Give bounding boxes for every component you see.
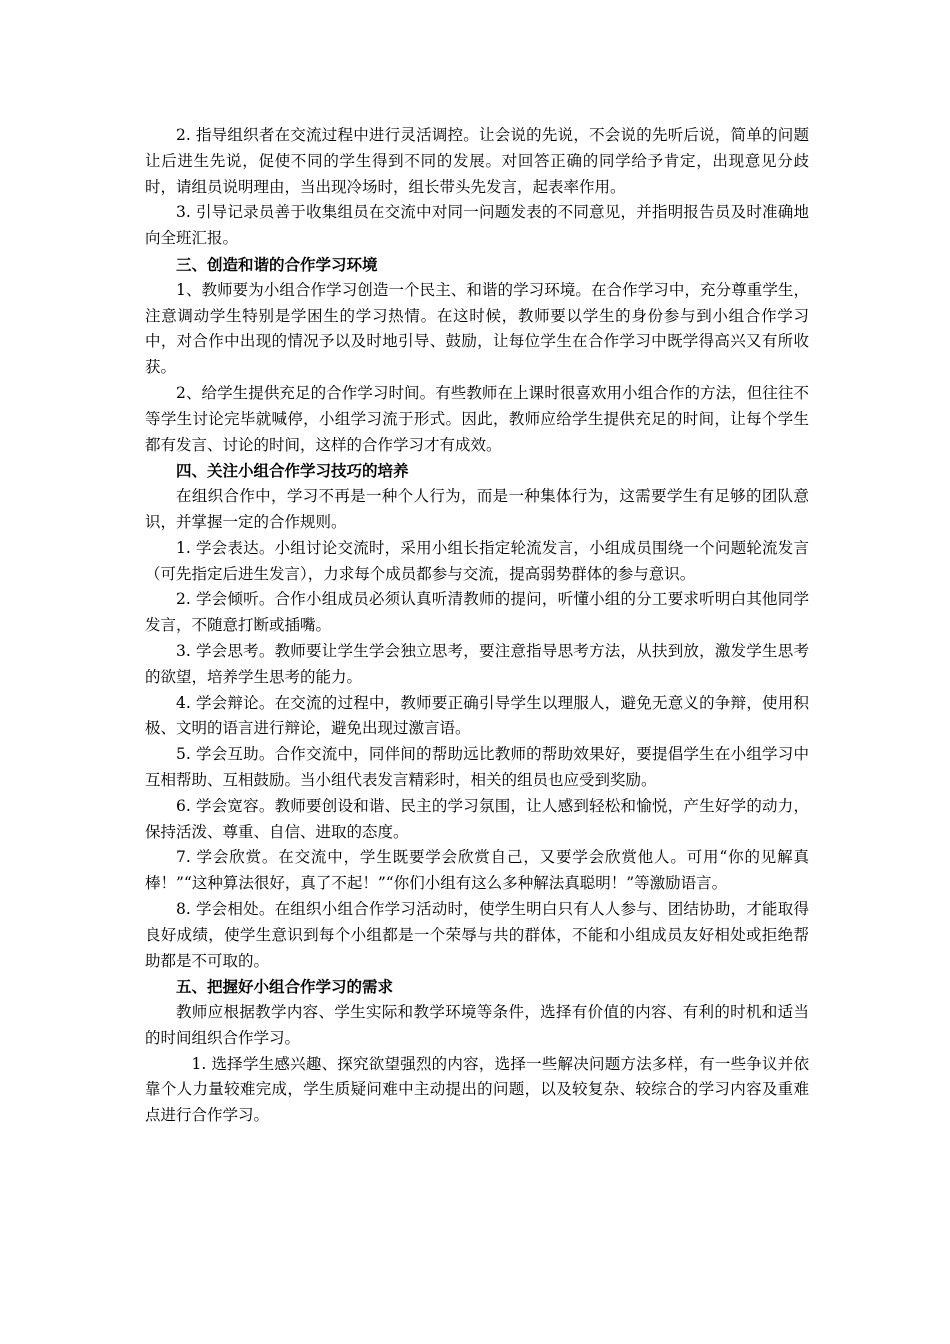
section-heading-4: 四、关注小组合作学习技巧的培养: [176, 461, 409, 481]
paragraph-skill-7: 7. 学会欣赏。在交流中，学生既要学会欣赏自己，又要学会欣赏他人。可用“你的见解真棒！”“这种算法很好，真了不起！”“你们小组有这么多种解法真聪明！”等激励语言。: [145, 848, 809, 893]
document-page: [145, 123, 809, 1129]
paragraph-skill-2: 2. 学会倾听。合作小组成员必须认真听清教师的提问，听懂小组的分工要求听明白其他同学发言，不随意打断或插嘴。: [145, 590, 809, 635]
section-heading-3: 三、创造和谐的合作学习环境: [176, 254, 378, 274]
paragraph-skill-5: 5. 学会互助。合作交流中，同伴间的帮助远比教师的帮助效果好，要提倡学生在小组学习中互相帮助、互相鼓励。当小组代表发言精彩时，相关的组员也应受到奖励。: [145, 745, 809, 789]
paragraph-needs-1: 1. 选择学生感兴趣、探究欲望强烈的内容，选择一些解决问题方法多样，有一些争议并依靠个人力量较难完成，学生质疑问难中主动提出的问题，以及较复杂、较综合的学习内容及重难点进行合作学习。: [145, 1054, 809, 1125]
paragraph-3-recorder: 3. 引导记录员善于收集组员在交流中对同一问题发表的不同意见，并指明报告员及时准确地向全班汇报。: [145, 203, 809, 248]
paragraph-skill-4: 4. 学会辩论。在交流的过程中，教师要正确引导学生以理服人，避免无意义的争辩，使用积极、文明的语言进行辩论，避免出现过激言语。: [145, 693, 809, 738]
paragraph-2-moderator: 2. 指导组织者在交流过程中进行灵活调控。让会说的先说，不会说的先听后说，简单的问题让后进生先说，促使不同的学生得到不同的发展。对回答正确的同学给予肯定，出现意见分歧时，请组员说明理由，当出现冷场时，组长带头先发言，起表率作用。: [145, 126, 809, 196]
paragraph-needs-intro: 教师应根据教学内容、学生实际和教学环境等条件，选择有价值的内容、有利的时机和适当的时间组织合作学习。: [145, 1003, 809, 1047]
section-heading-5: 五、把握好小组合作学习的需求: [176, 977, 394, 997]
paragraph-skills-intro: 在组织合作中，学习不再是一种个人行为，而是一种集体行为，这需要学生有足够的团队意识，并掌握一定的合作规则。: [145, 487, 809, 531]
paragraph-env-2: 2、给学生提供充足的合作学习时间。有些教师在上课时很喜欢用小组合作的方法，但往往不等学生讨论完毕就喊停，小组学习流于形式。因此，教师应给学生提供充足的时间，让每个学生都有发言、讨论的时间，这样的合作学习才有成效。: [145, 383, 809, 454]
paragraph-env-1: 1、教师要为小组合作学习创造一个民主、和谐的学习环境。在合作学习中，充分尊重学生，注意调动学生特别是学困生的学习热情。在这时候，教师要以学生的身份参与到小组合作学习中，对合作中出现的情况予以及时地引导、鼓励，让每位学生在合作学习中既学得高兴又有所收获。: [145, 280, 809, 377]
paragraph-skill-3: 3. 学会思考。教师要让学生学会独立思考，要注意指导思考方法，从扶到放，激发学生思考的欲望，培养学生思考的能力。: [145, 641, 809, 686]
paragraph-skill-8: 8. 学会相处。在组织小组合作学习活动时，使学生明白只有人人参与、团结协助，才能取得良好成绩，使学生意识到每个小组都是一个荣辱与共的群体，不能和小组成员友好相处或拒绝帮助都是不可取的。: [145, 899, 809, 970]
paragraph-skill-1: 1. 学会表达。小组讨论交流时，采用小组长指定轮流发言，小组成员围绕一个问题轮流发言（可先指定后进生发言），力求每个成员都参与交流，提高弱势群体的参与意识。: [145, 538, 809, 583]
paragraph-skill-6: 6. 学会宽容。教师要创设和谐、民主的学习氛围，让人感到轻松和愉悦，产生好学的动力，保持活泼、尊重、自信、进取的态度。: [145, 796, 809, 841]
